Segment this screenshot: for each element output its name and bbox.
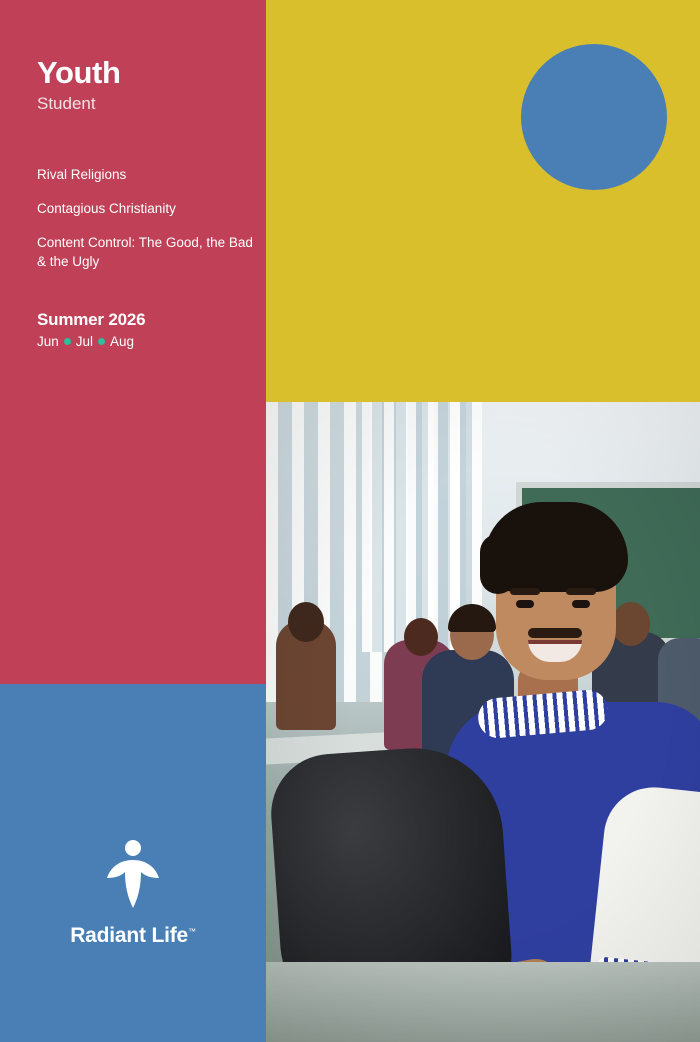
dot-separator-icon [64, 338, 71, 345]
photo-vignette [266, 402, 700, 1042]
brand-name [70, 924, 196, 948]
lesson-item: Rival Religions [37, 167, 127, 182]
lesson-item: Content Control: The Good, the Bad & the Ugly [37, 235, 253, 269]
brand-logo [0, 838, 266, 948]
trademark-symbol: ™ [187, 927, 196, 936]
lesson-list [37, 166, 255, 287]
blue-circle-accent [521, 44, 667, 190]
month-range [37, 334, 134, 349]
season-label: Summer 2026 [37, 310, 146, 329]
month-jun: Jun [37, 334, 59, 349]
lesson-item: Contagious Christianity [37, 201, 176, 217]
month-jul: Jul [75, 334, 94, 349]
cover-title: Youth [37, 55, 121, 90]
dot-separator-icon [98, 338, 105, 345]
cover-subtitle: Student [37, 94, 96, 113]
month-aug: Aug [110, 334, 135, 349]
brand-name-text: Radiant Life [70, 924, 188, 947]
radiant-life-mark-icon [101, 838, 165, 916]
cover-photo [266, 402, 700, 1042]
